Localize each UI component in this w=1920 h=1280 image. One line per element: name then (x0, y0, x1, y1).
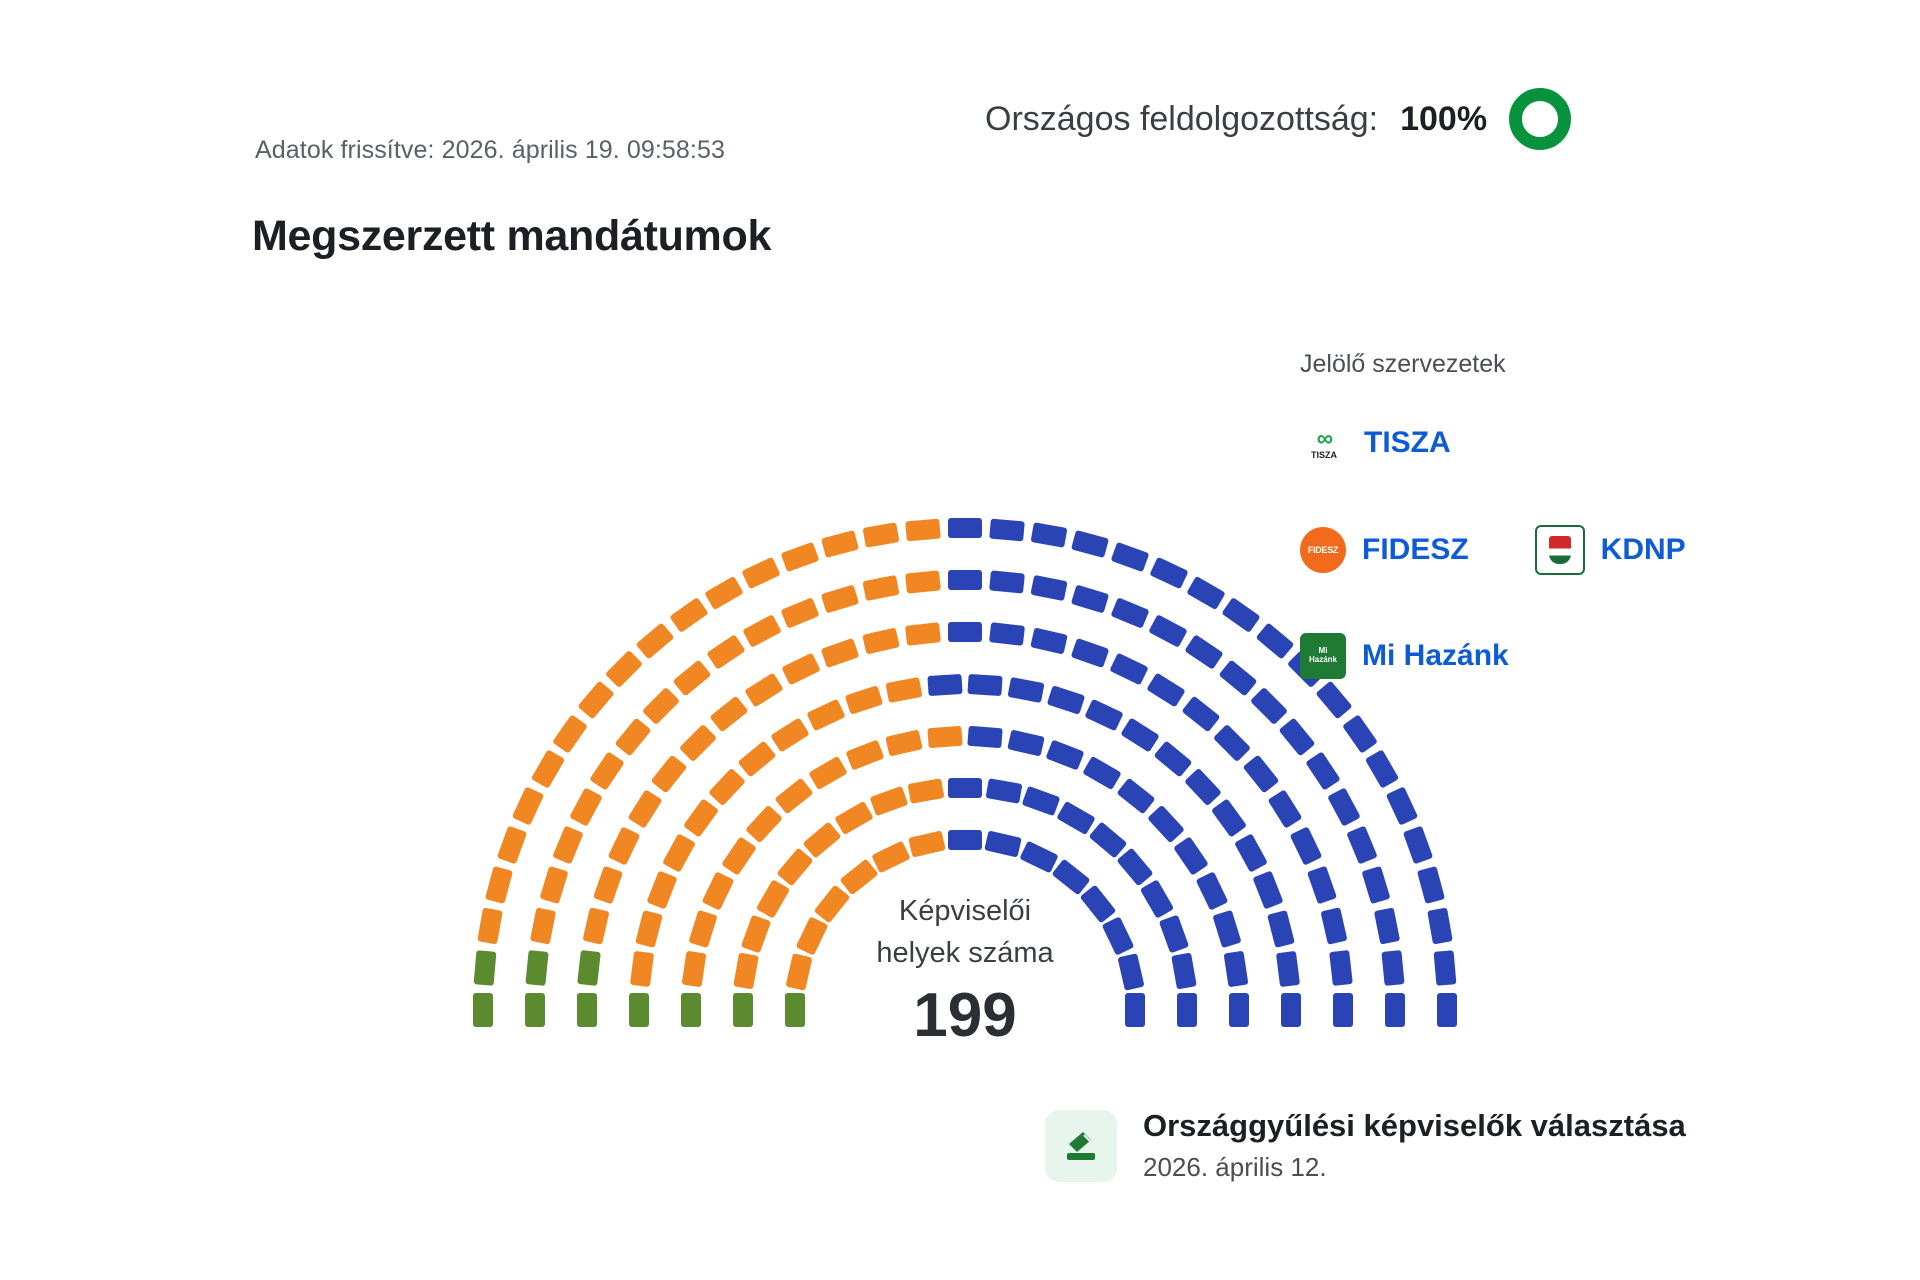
seat (1250, 687, 1288, 725)
seat (1110, 597, 1149, 628)
seat (1327, 788, 1361, 827)
seat (744, 672, 783, 707)
seat (478, 908, 504, 945)
seat (1333, 993, 1353, 1027)
seat (1019, 840, 1058, 873)
last-updated-text: Adatok frissítve: 2026. április 19. 09:58:53 (255, 136, 725, 164)
seat-count-total: 199 (913, 981, 1017, 1050)
seat (635, 910, 663, 948)
seat (1234, 833, 1268, 872)
seat-count-label (830, 890, 1100, 974)
seat (1117, 953, 1144, 991)
seat (862, 575, 899, 601)
seat (745, 804, 783, 843)
seat (706, 635, 745, 671)
seat (785, 993, 805, 1027)
election-event-date: 2026. április 12. (1143, 1152, 1327, 1182)
seat (1147, 804, 1185, 843)
election-event (1045, 1108, 1686, 1183)
kdnp-logo-icon (1535, 525, 1585, 575)
seat-count-label-line1: Képviselői (898, 895, 1032, 927)
processing-label: Országos feldolgozottság: (985, 99, 1379, 138)
seat (1177, 993, 1197, 1027)
seat (1437, 993, 1457, 1027)
legend-title: Jelölő szervezetek (1300, 350, 1506, 378)
seat (807, 699, 846, 732)
seat (605, 650, 643, 688)
seat (821, 530, 859, 558)
seat (682, 951, 707, 988)
seat (948, 518, 982, 538)
seat (1281, 993, 1301, 1027)
seat (1148, 614, 1187, 648)
seat (821, 584, 859, 613)
seat (1374, 907, 1400, 944)
seat (1276, 951, 1300, 987)
seat (1289, 826, 1322, 865)
seat (927, 674, 962, 696)
seat (552, 714, 588, 753)
seat (968, 726, 1003, 748)
legend-label-kdnp: KDNP (1600, 533, 1686, 566)
seat (905, 570, 941, 593)
seat (989, 623, 1025, 647)
seat (721, 836, 757, 875)
seat (771, 717, 810, 752)
seat (1385, 993, 1405, 1027)
seat (989, 570, 1025, 593)
seat (530, 907, 556, 944)
tisza-logo-icon: ∞ TISZA (1300, 419, 1348, 467)
seat (669, 597, 708, 633)
seat (1070, 638, 1109, 668)
seat (1153, 740, 1192, 777)
seat (885, 677, 922, 703)
seat (1218, 659, 1257, 696)
parliament-seat-chart (250, 310, 1260, 1070)
seat (583, 907, 610, 945)
seat (908, 779, 945, 805)
seat (1171, 953, 1197, 990)
seat (1305, 751, 1341, 790)
seat (1268, 789, 1303, 828)
legend (1300, 350, 1860, 737)
processing-value: 100% (1400, 99, 1488, 138)
seat (1365, 749, 1399, 788)
seat (590, 751, 626, 790)
seat (989, 518, 1025, 541)
seat (1022, 786, 1061, 816)
seat (1149, 557, 1188, 589)
seat (681, 993, 701, 1027)
ballot-box-icon (1045, 1110, 1117, 1182)
seat (577, 993, 597, 1027)
seat (1381, 950, 1404, 986)
seat (1046, 685, 1085, 715)
seat (636, 622, 675, 659)
seat (1146, 672, 1185, 707)
election-event-title: Országgyűlési képviselők választása (1143, 1108, 1686, 1143)
seat (742, 557, 781, 589)
seat (948, 570, 982, 590)
seat (1386, 787, 1418, 826)
seat (642, 687, 680, 725)
legend-label-mihazank: Mi Hazánk (1362, 639, 1509, 672)
seat (1195, 871, 1228, 910)
seat (908, 831, 946, 858)
seat (497, 826, 527, 865)
seat (1255, 622, 1294, 659)
legend-label-fidesz: FIDESZ (1362, 533, 1469, 566)
seat (1102, 917, 1135, 956)
seat (569, 788, 603, 827)
seat (539, 866, 568, 904)
seat (651, 755, 688, 794)
fidesz-logo-icon: FIDESZ (1300, 527, 1346, 573)
seat (1071, 530, 1109, 558)
seat (473, 993, 493, 1027)
seat (795, 917, 828, 956)
legend-item-tisza[interactable] (1300, 419, 1451, 467)
seat (803, 821, 842, 858)
seat (948, 830, 982, 850)
seat (662, 833, 696, 872)
seat (630, 951, 654, 987)
seat (1116, 777, 1155, 814)
seat (948, 778, 982, 798)
seat (870, 786, 909, 816)
seat (578, 950, 602, 986)
seat (1158, 915, 1188, 954)
seat (473, 950, 496, 986)
seat (905, 518, 941, 541)
legend-item-fidesz[interactable] (1300, 527, 1469, 573)
processing-status (985, 88, 1571, 150)
seat (845, 685, 884, 715)
seat (1320, 907, 1347, 945)
seat (485, 866, 513, 904)
seat (710, 696, 749, 733)
seat (845, 739, 884, 770)
seat (927, 726, 962, 748)
seat (885, 729, 923, 756)
legend-item-mihazank[interactable] (1300, 633, 1509, 679)
legend-item-kdnp[interactable] (1535, 525, 1686, 575)
legend-row (1300, 419, 1860, 467)
seat (1088, 821, 1127, 858)
seat (781, 653, 820, 686)
seat (1212, 910, 1241, 948)
seat (1007, 729, 1045, 756)
seat (1329, 950, 1353, 986)
seat (629, 993, 649, 1027)
legend-row (1300, 525, 1860, 575)
seat (608, 826, 641, 865)
seat (614, 718, 651, 757)
seat (863, 523, 900, 549)
seat (593, 866, 623, 905)
donut-complete-icon (1509, 88, 1571, 150)
seat (1434, 950, 1457, 986)
seat (708, 768, 746, 806)
seat (984, 831, 1022, 858)
seat (808, 756, 847, 790)
seat (525, 993, 545, 1027)
seat (1125, 993, 1145, 1027)
election-event-text (1143, 1108, 1686, 1183)
seat (834, 801, 873, 835)
seat (1140, 879, 1174, 918)
seat (733, 993, 753, 1027)
seat (679, 724, 717, 762)
page-title: Megszerzett mandátumok (252, 212, 772, 260)
seat (704, 575, 743, 609)
seat (781, 542, 820, 572)
seat (775, 777, 814, 814)
seat (1184, 768, 1222, 806)
seat (1030, 523, 1067, 549)
seat (702, 871, 735, 910)
seat (776, 848, 813, 887)
seat (781, 597, 820, 628)
seat (905, 623, 941, 647)
seat (1186, 575, 1225, 609)
seat (1056, 801, 1095, 835)
seat (646, 870, 677, 909)
seat (741, 915, 771, 954)
seat (738, 740, 777, 777)
seat (1084, 699, 1123, 732)
seat (862, 628, 900, 655)
seat (1184, 635, 1223, 671)
seat (1213, 724, 1251, 762)
seat (1307, 866, 1337, 905)
seat (1229, 993, 1249, 1027)
seat (1174, 836, 1210, 875)
legend-label-tisza: TISZA (1364, 426, 1451, 459)
seat (985, 779, 1022, 805)
seat (673, 659, 712, 696)
seat (1082, 756, 1121, 790)
seat (821, 638, 860, 668)
seat (872, 840, 911, 873)
seat (525, 950, 548, 986)
seat (1224, 951, 1249, 988)
seat (627, 789, 662, 828)
seat (1427, 908, 1453, 945)
seat (1008, 677, 1045, 703)
seat (786, 953, 813, 991)
seat (1030, 575, 1067, 601)
seat (1181, 696, 1220, 733)
seat (1417, 866, 1445, 904)
seat (512, 787, 544, 826)
seat (689, 910, 718, 948)
seat (1362, 866, 1391, 904)
seat-count-label-line2: helyek száma (876, 937, 1054, 970)
seat (552, 826, 583, 865)
seat (530, 749, 564, 788)
seat (1347, 826, 1378, 865)
seat (1253, 870, 1284, 909)
seat (1046, 739, 1085, 770)
seat (968, 674, 1003, 696)
seat (1071, 584, 1109, 613)
seat (683, 799, 719, 838)
seat (1109, 653, 1148, 686)
seat (948, 622, 982, 642)
seat (1116, 848, 1153, 887)
seat (1242, 755, 1279, 794)
seat (1030, 628, 1068, 655)
seat (1267, 910, 1295, 948)
seat (756, 879, 790, 918)
legend-row (1300, 633, 1860, 679)
seat (1211, 799, 1247, 838)
seat (1222, 597, 1261, 633)
seat (577, 681, 614, 720)
seat (734, 953, 760, 990)
seat (1403, 826, 1433, 865)
seat (743, 614, 782, 648)
seat (1120, 717, 1159, 752)
seat (1110, 542, 1149, 572)
mihazank-logo-icon: Mi Hazánk (1300, 633, 1346, 679)
